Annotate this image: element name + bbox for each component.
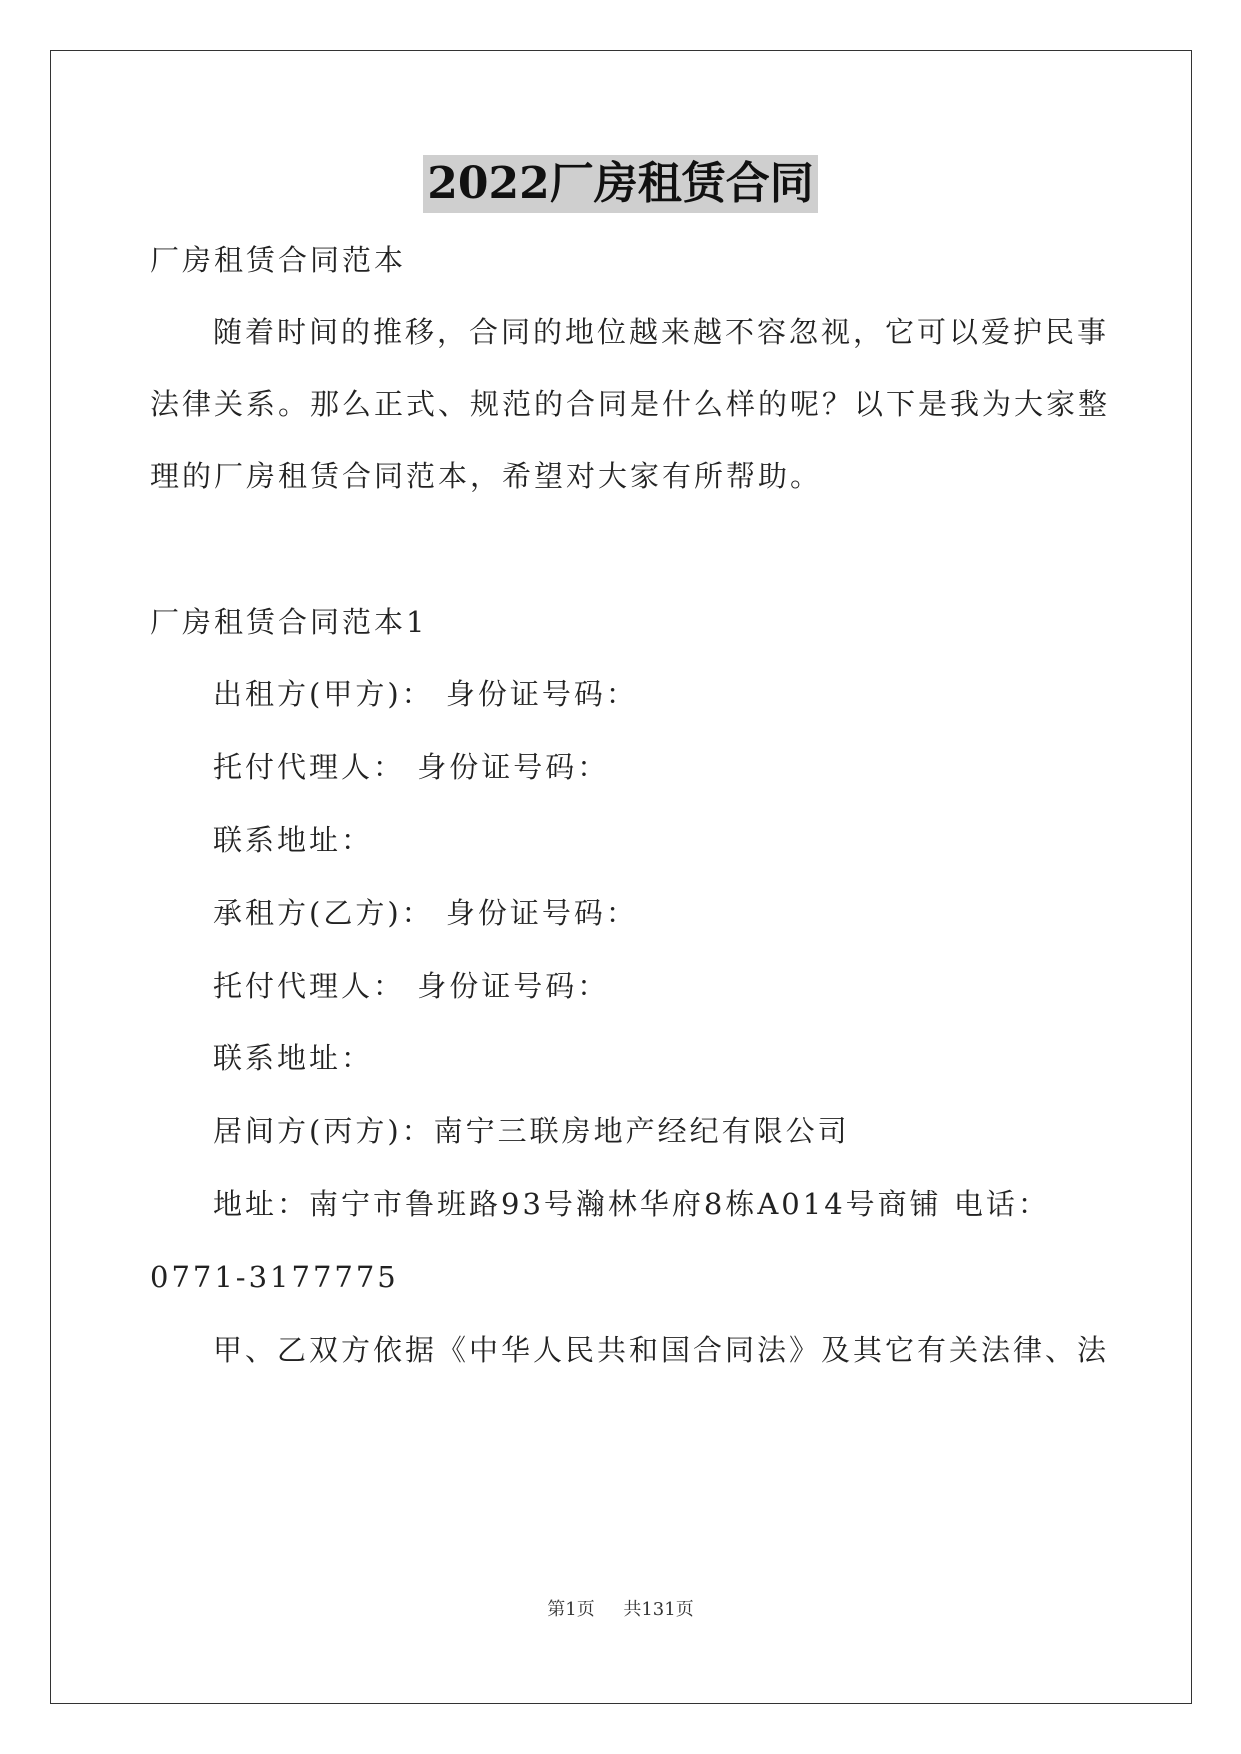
clause-start-line: 甲、乙双方依据《中华人民共和国合同法》及其它有关法律、法: [213, 1333, 1110, 1367]
intermediary-phone-line: 0771-3177775: [150, 1260, 399, 1294]
document-subtitle: 厂房租赁合同范本: [150, 243, 407, 277]
intro-line-2: 法律关系。那么正式、规范的合同是什么样的呢？以下是我为大家整: [150, 387, 1111, 421]
lessee-agent-line: 托付代理人： 身份证号码：: [213, 969, 610, 1003]
page-number: 第1页: [547, 1599, 595, 1620]
intro-line-3: 理的厂房租赁合同范本，希望对大家有所帮助。: [150, 459, 823, 493]
intermediary-line: 居间方(丙方)：南宁三联房地产经纪有限公司: [213, 1114, 850, 1148]
lessee-line: 承租方(乙方)： 身份证号码：: [213, 896, 638, 930]
lessor-address-line: 联系地址：: [213, 823, 374, 857]
title-wrap: [0, 155, 1241, 213]
intermediary-address-line: 地址：南宁市鲁班路93号瀚林华府8栋A014号商铺 电话：: [213, 1187, 1050, 1221]
section-heading: 厂房租赁合同范本1: [150, 605, 428, 639]
lessee-address-line: 联系地址：: [213, 1041, 374, 1075]
lessor-line: 出租方(甲方)： 身份证号码：: [213, 677, 638, 711]
lessor-agent-line: 托付代理人： 身份证号码：: [213, 750, 610, 784]
page-footer: [0, 1595, 1241, 1621]
intro-line-1: 随着时间的推移，合同的地位越来越不容忽视，它可以爱护民事: [213, 315, 1110, 349]
page-border: [50, 50, 1192, 1704]
page-total: 共131页: [623, 1599, 694, 1620]
document-title: 2022厂房租赁合同: [423, 155, 817, 213]
